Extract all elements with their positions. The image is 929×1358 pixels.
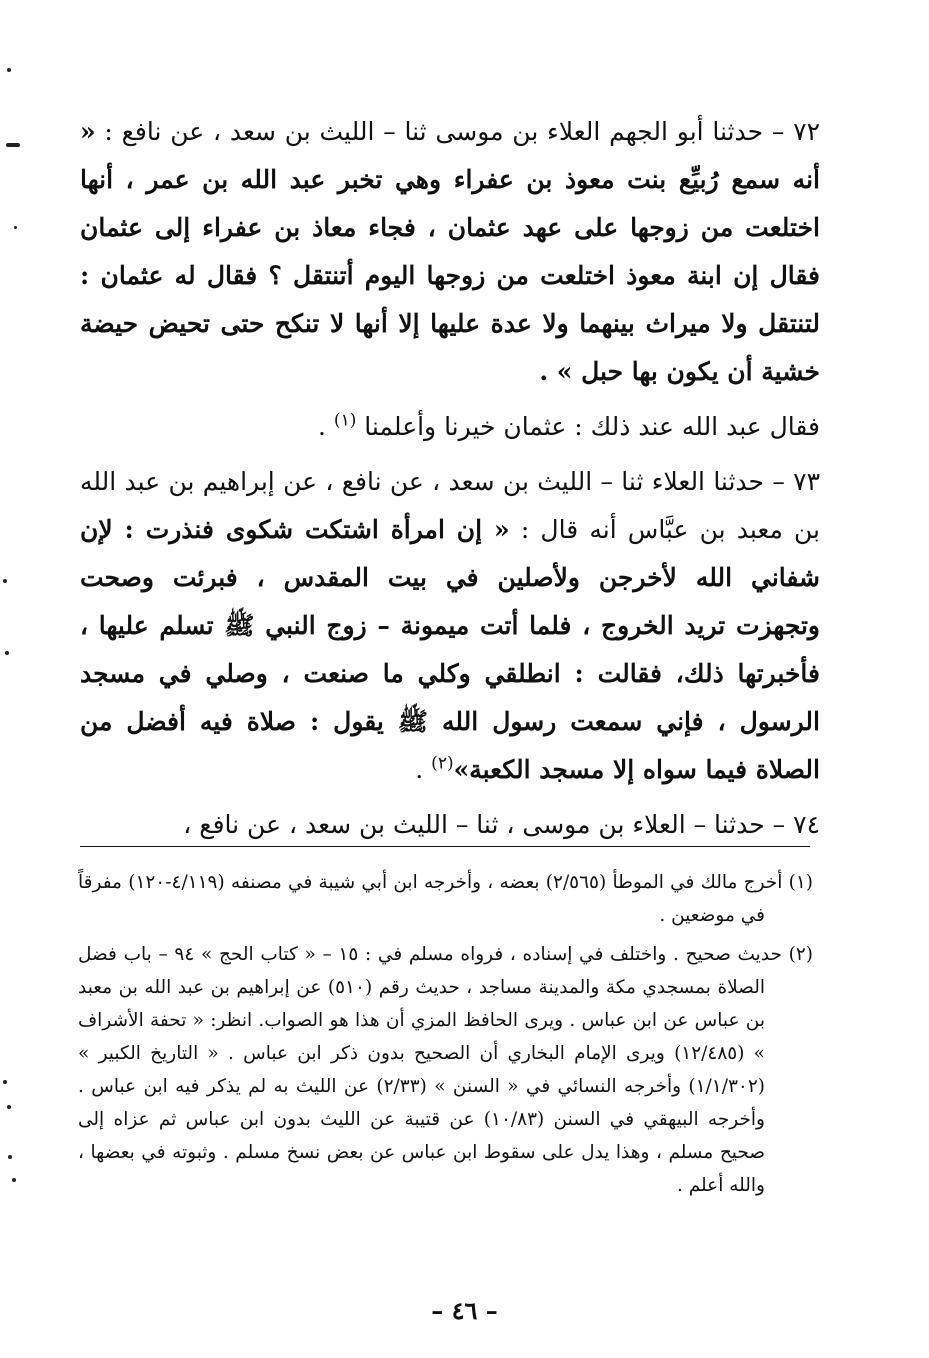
hadith-73-end: . — [415, 755, 432, 784]
footnote-1: (١) أخرج مالك في الموطأ (٢/٥٦٥) بعضه ، وأخرجه ابن أبي شيبة في مصنفه (٤/١١٩-١٢٠) مفرقاً في موضعين . — [78, 872, 813, 926]
hadith-74-chain: ٧٤ – حدثنا – العلاء بن موسى ، ثنا – الليث بن سعد ، عن نافع ، — [183, 810, 820, 839]
footnote-ref-2[interactable]: (٢) — [431, 753, 454, 774]
footnote-ref-1[interactable]: (١) — [333, 410, 357, 431]
hadith-74 — [80, 801, 820, 849]
hadith-73-chain: ٧٣ – حدثنا العلاء ثنا – الليث بن سعد ، عن نافع ، عن إبراهيم بن عبد الله بن معبد بن عبَّاس أنه قال : — [80, 467, 820, 544]
scan-speck — [3, 1080, 7, 1084]
footnote-2: (٢) حديث صحيح . واختلف في إسناده ، فرواه مسلم في : ١٥ – « كتاب الحج » ٩٤ – باب فضل الصلاة بمسجدي مكة والمدينة مساجد ، حديث رقم (٥١٠) عن إبراهيم بن عبد الله بن معبد بن عباس عن ابن عباس . ويرى الحافظ المزي أن هذا هو الصواب. انظر: « تحفة الأشراف » (١٢/٤٨٥) ويرى الإمام البخاري أن الصحيح بدون ذكر ابن عباس . « التاريخ الكبير » (١/١/٣٠٢) وأخرجه النسائي في « السنن » (٢/٣٣) عن الليث به لم يذكر فيه ابن عباس . وأخرجه البيهقي في السنن (١٠/٨٣) عن قتيبة عن الليث بدون ابن عباس ثم عزاه إلى صحيح مسلم ، وهذا يدل على سقوط ابن عباس عن بعض نسخ مسلم . وثبوته في بعضها ، والله أعلم . — [78, 944, 813, 1196]
scan-speck — [8, 1155, 12, 1159]
scan-speck — [5, 651, 9, 655]
page-number: – ٤٦ – — [431, 1296, 498, 1325]
scan-speck — [12, 1178, 16, 1182]
main-text — [80, 108, 820, 849]
hadith-72-text: « أنه سمع رُبيِّع بنت معوذ بن عفراء وهي تخبر عبد الله بن عمر ، أنها اختلعت من زوجها على عهد عثمان ، فجاء معاذ بن عفراء إلى عثمان فقال إن ابنة معوذ اختلعت من زوجها اليوم أتنتقل ؟ فقال له عثمان : لتنتقل ولا ميراث بينهما ولا عدة عليها إلا أنها لا تنكح حتى تحيض حيضة خشية أن يكون بها حبل » . — [80, 117, 821, 386]
footnotes — [78, 866, 813, 1202]
scan-speck — [14, 226, 17, 229]
hadith-72-comment-text: فقال عبد الله عند ذلك : عثمان خيرنا وأعلمنا — [364, 412, 820, 441]
hadith-73 — [80, 458, 820, 794]
scan-speck — [7, 68, 11, 72]
hadith-72-chain: ٧٢ – حدثنا أبو الجهم العلاء بن موسى ثنا – الليث بن سعد ، عن نافع : — [104, 117, 821, 146]
footnote-divider — [80, 846, 810, 847]
hadith-72-comment-end: . — [318, 412, 334, 441]
scan-speck — [6, 143, 20, 147]
hadith-72-comment — [80, 403, 820, 451]
hadith-73-text: « إن امرأة اشتكت شكوى فنذرت : لإن شفاني الله لأخرجن ولأصلين في بيت المقدس ، فبرئت وصحت وتجهزت تريد الخروج ، فلما أتت ميمونة – زوج النبي ﷺ تسلم عليها ، فأخبرتها ذلك، فقالت : انطلقي وكلي ما صنعت ، وصلي في مسجد الرسول ، فإني سمعت رسول الله ﷺ يقول : صلاة فيه أفضل من الصلاة فيما سواه إلا مسجد الكعبة» — [80, 515, 820, 784]
hadith-72 — [80, 108, 820, 396]
scan-speck — [7, 1105, 11, 1109]
scan-speck — [3, 579, 7, 583]
